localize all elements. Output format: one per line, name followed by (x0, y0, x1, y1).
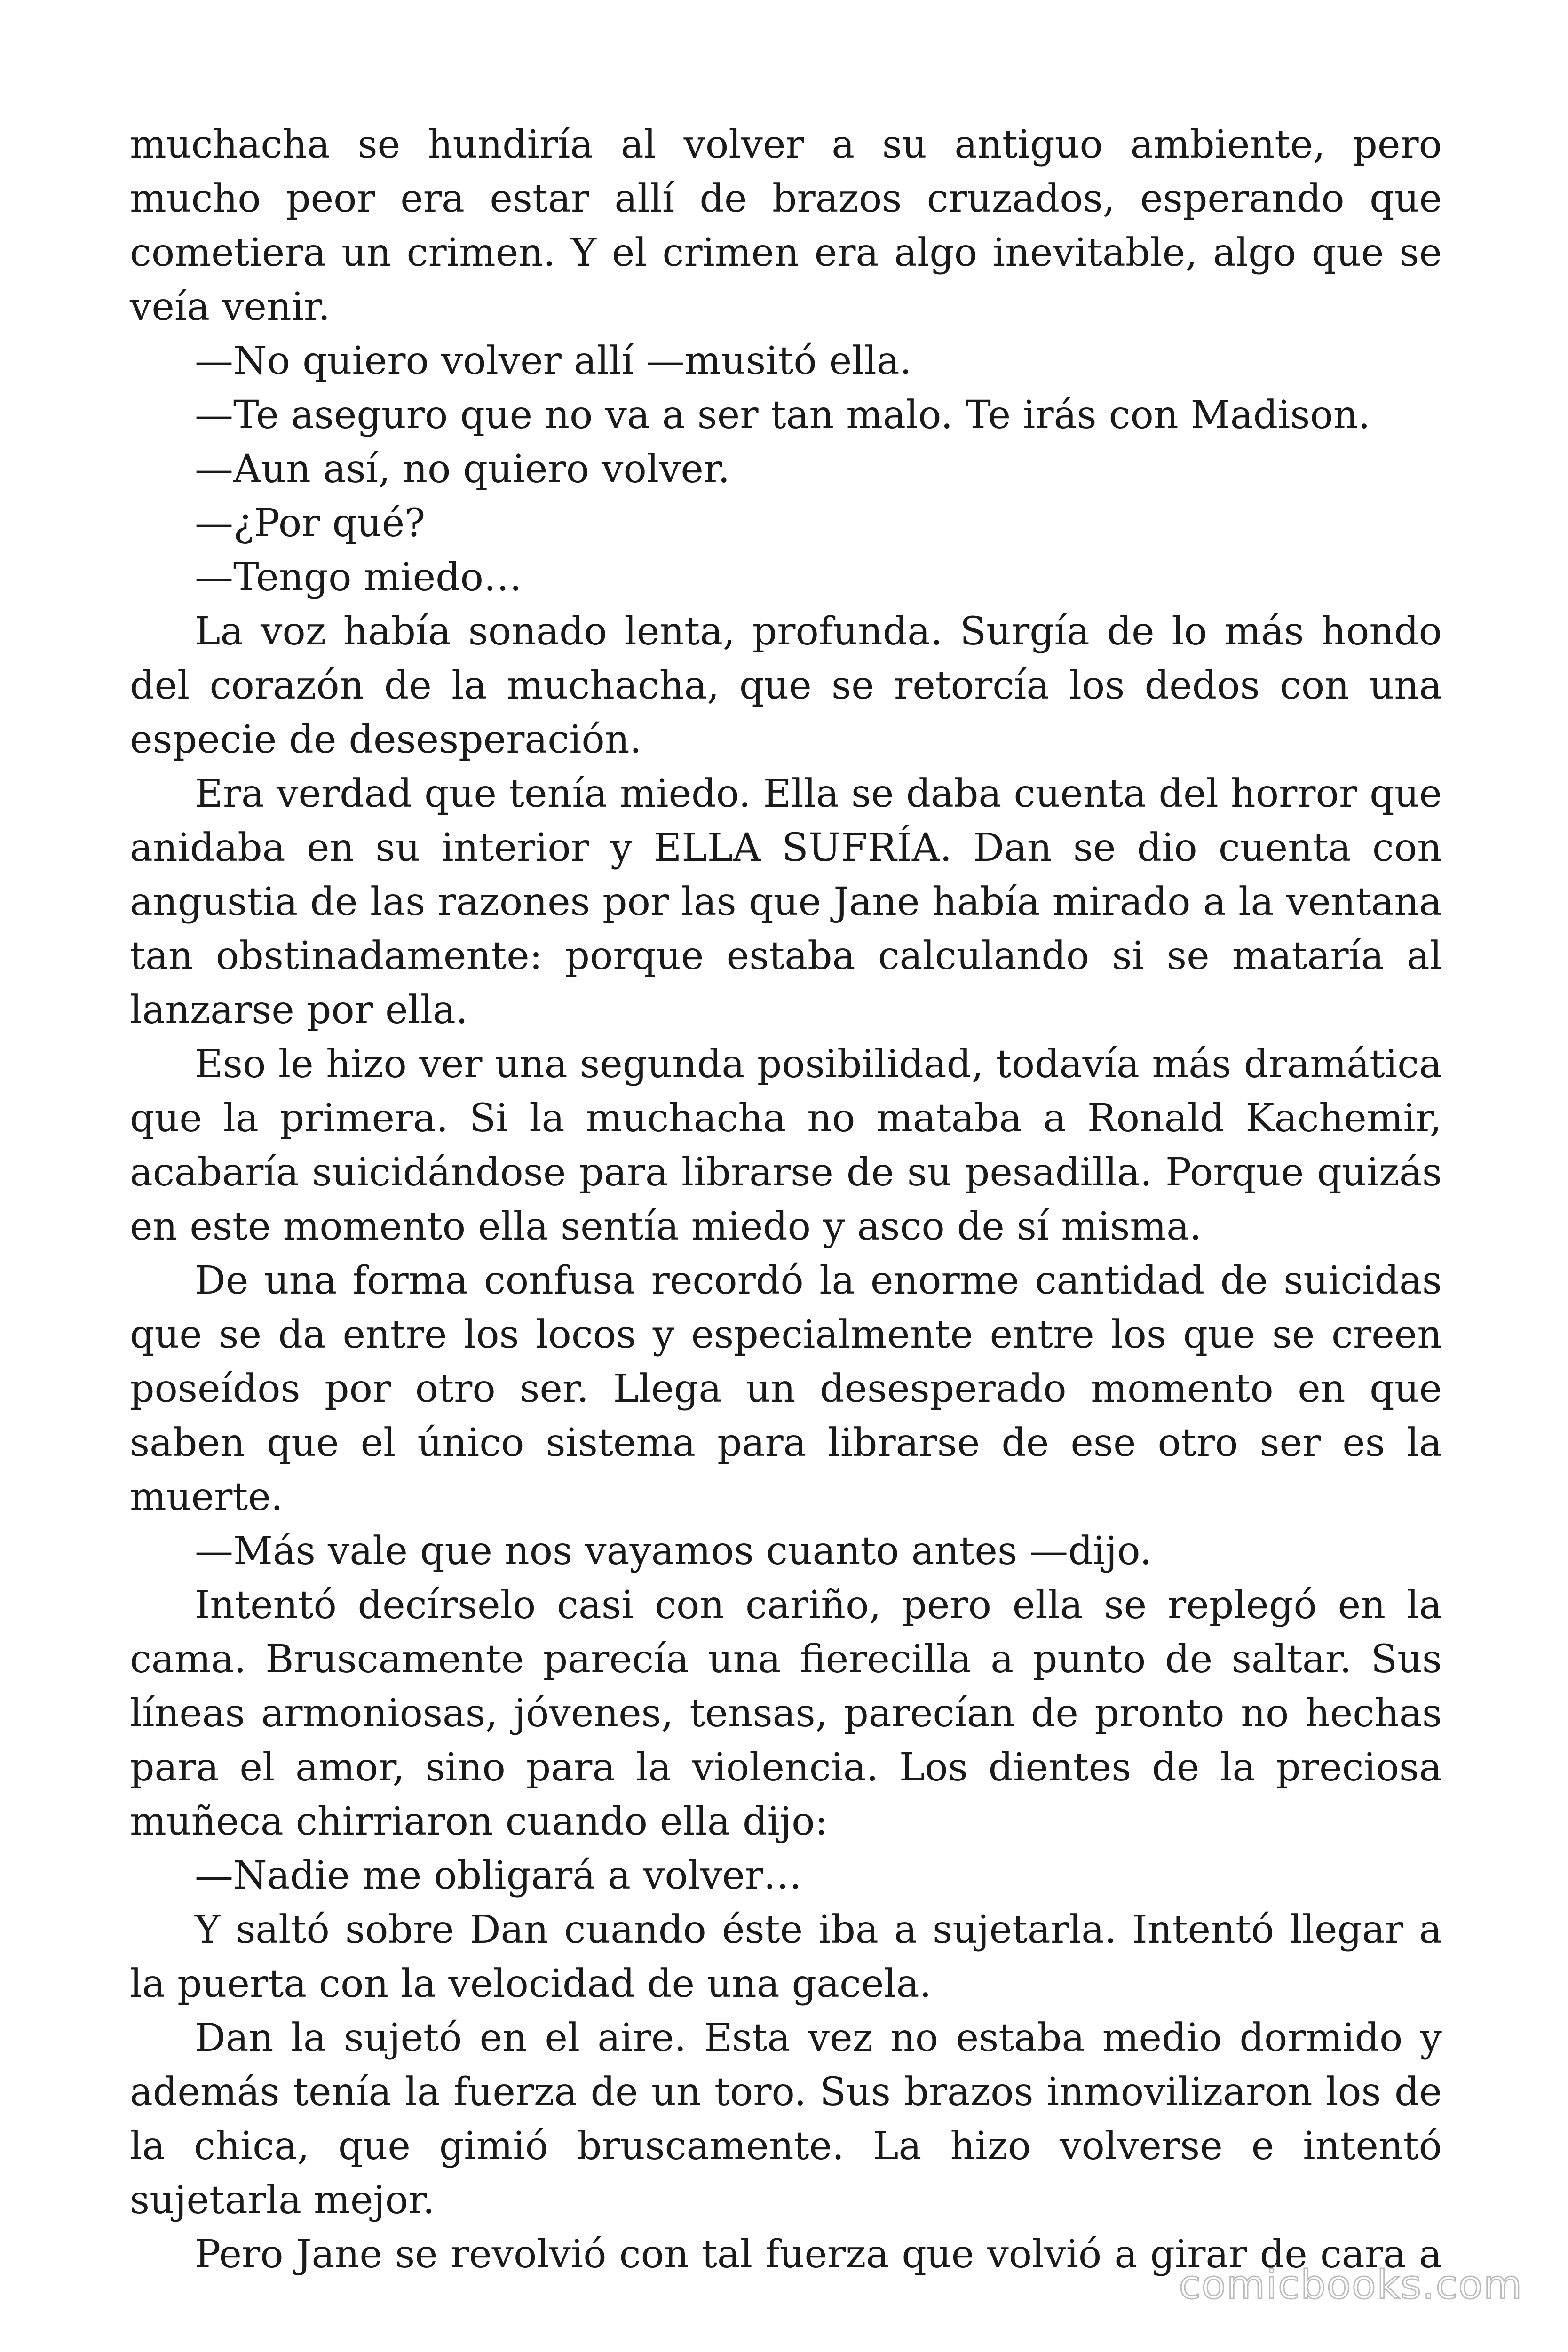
paragraph: Intentó decírselo casi con cariño, pero ella se replegó en la cama. Bruscamente parecía una fierecilla a punto de saltar. Sus líneas armoniosas, jóvenes, tensas, parecían de pronto no hechas para el amor, sino para la violencia. Los dientes de la preciosa muñeca chirriaron cuando ella dijo: (130, 1583, 1442, 1844)
page-body (130, 118, 1442, 2281)
paragraph: Dan la sujetó en el aire. Esta vez no estaba medio dormido y además tenía la fuerza de un toro. Sus brazos inmovilizaron los de la chica, que gimió bruscamente. La hizo volverse e intentó sujetarla mejor. (130, 2016, 1442, 2223)
paragraph: —Te aseguro que no va a ser tan malo. Te irás con Madison. (195, 393, 1370, 437)
paragraph: Eso le hizo ver una segunda posibilidad, todavía más dramática que la primera. Si la muchacha no mataba a Ronald Kachemir, acabaría suicidándose para librarse de su pesadilla. Porque quizás en este momento ella sentía miedo y asco de sí misma. (130, 1042, 1442, 1249)
paragraph: —Tengo miedo… (195, 555, 522, 600)
paragraph: —No quiero volver allí —musitó ella. (195, 339, 912, 383)
paragraph: Y saltó sobre Dan cuando éste iba a sujetarla. Intentó llegar a la puerta con la velocidad de una gacela. (130, 1907, 1442, 2006)
watermark: comicbooks.com (1179, 2262, 1523, 2308)
paragraph: muchacha se hundiría al volver a su antiguo ambiente, pero mucho peor era estar allí de brazos cruzados, esperando que cometiera un crimen. Y el crimen era algo inevitable, algo que se veía venir. (130, 122, 1442, 329)
paragraph: —Aun así, no quiero volver. (195, 447, 730, 492)
paragraph: De una forma confusa recordó la enorme cantidad de suicidas que se da entre los locos y especialmente entre los que se creen poseídos por otro ser. Llega un desesperado momento en que saben que el único sistema para librarse de ese otro ser es la muerte. (130, 1258, 1442, 1519)
paragraph: —¿Por qué? (195, 501, 426, 546)
paragraph: Era verdad que tenía miedo. Ella se daba cuenta del horror que anidaba en su interior y ELLA SUFRÍA. Dan se dio cuenta con angustia de las razones por las que Jane había mirado a la ventana tan obstinadamente: porque estaba calculando si se mataría al lanzarse por ella. (130, 771, 1442, 1033)
paragraph: —Más vale que nos vayamos cuanto antes —dijo. (195, 1529, 1152, 1573)
paragraph: La voz había sonado lenta, profunda. Surgía de lo más hondo del corazón de la muchacha, que se retorcía los dedos con una especie de desesperación. (130, 609, 1442, 762)
paragraph: Pero Jane se revolvió con tal fuerza que volvió a girar de cara a (195, 2232, 1442, 2277)
paragraph: —Nadie me obligará a volver… (195, 1853, 802, 1898)
